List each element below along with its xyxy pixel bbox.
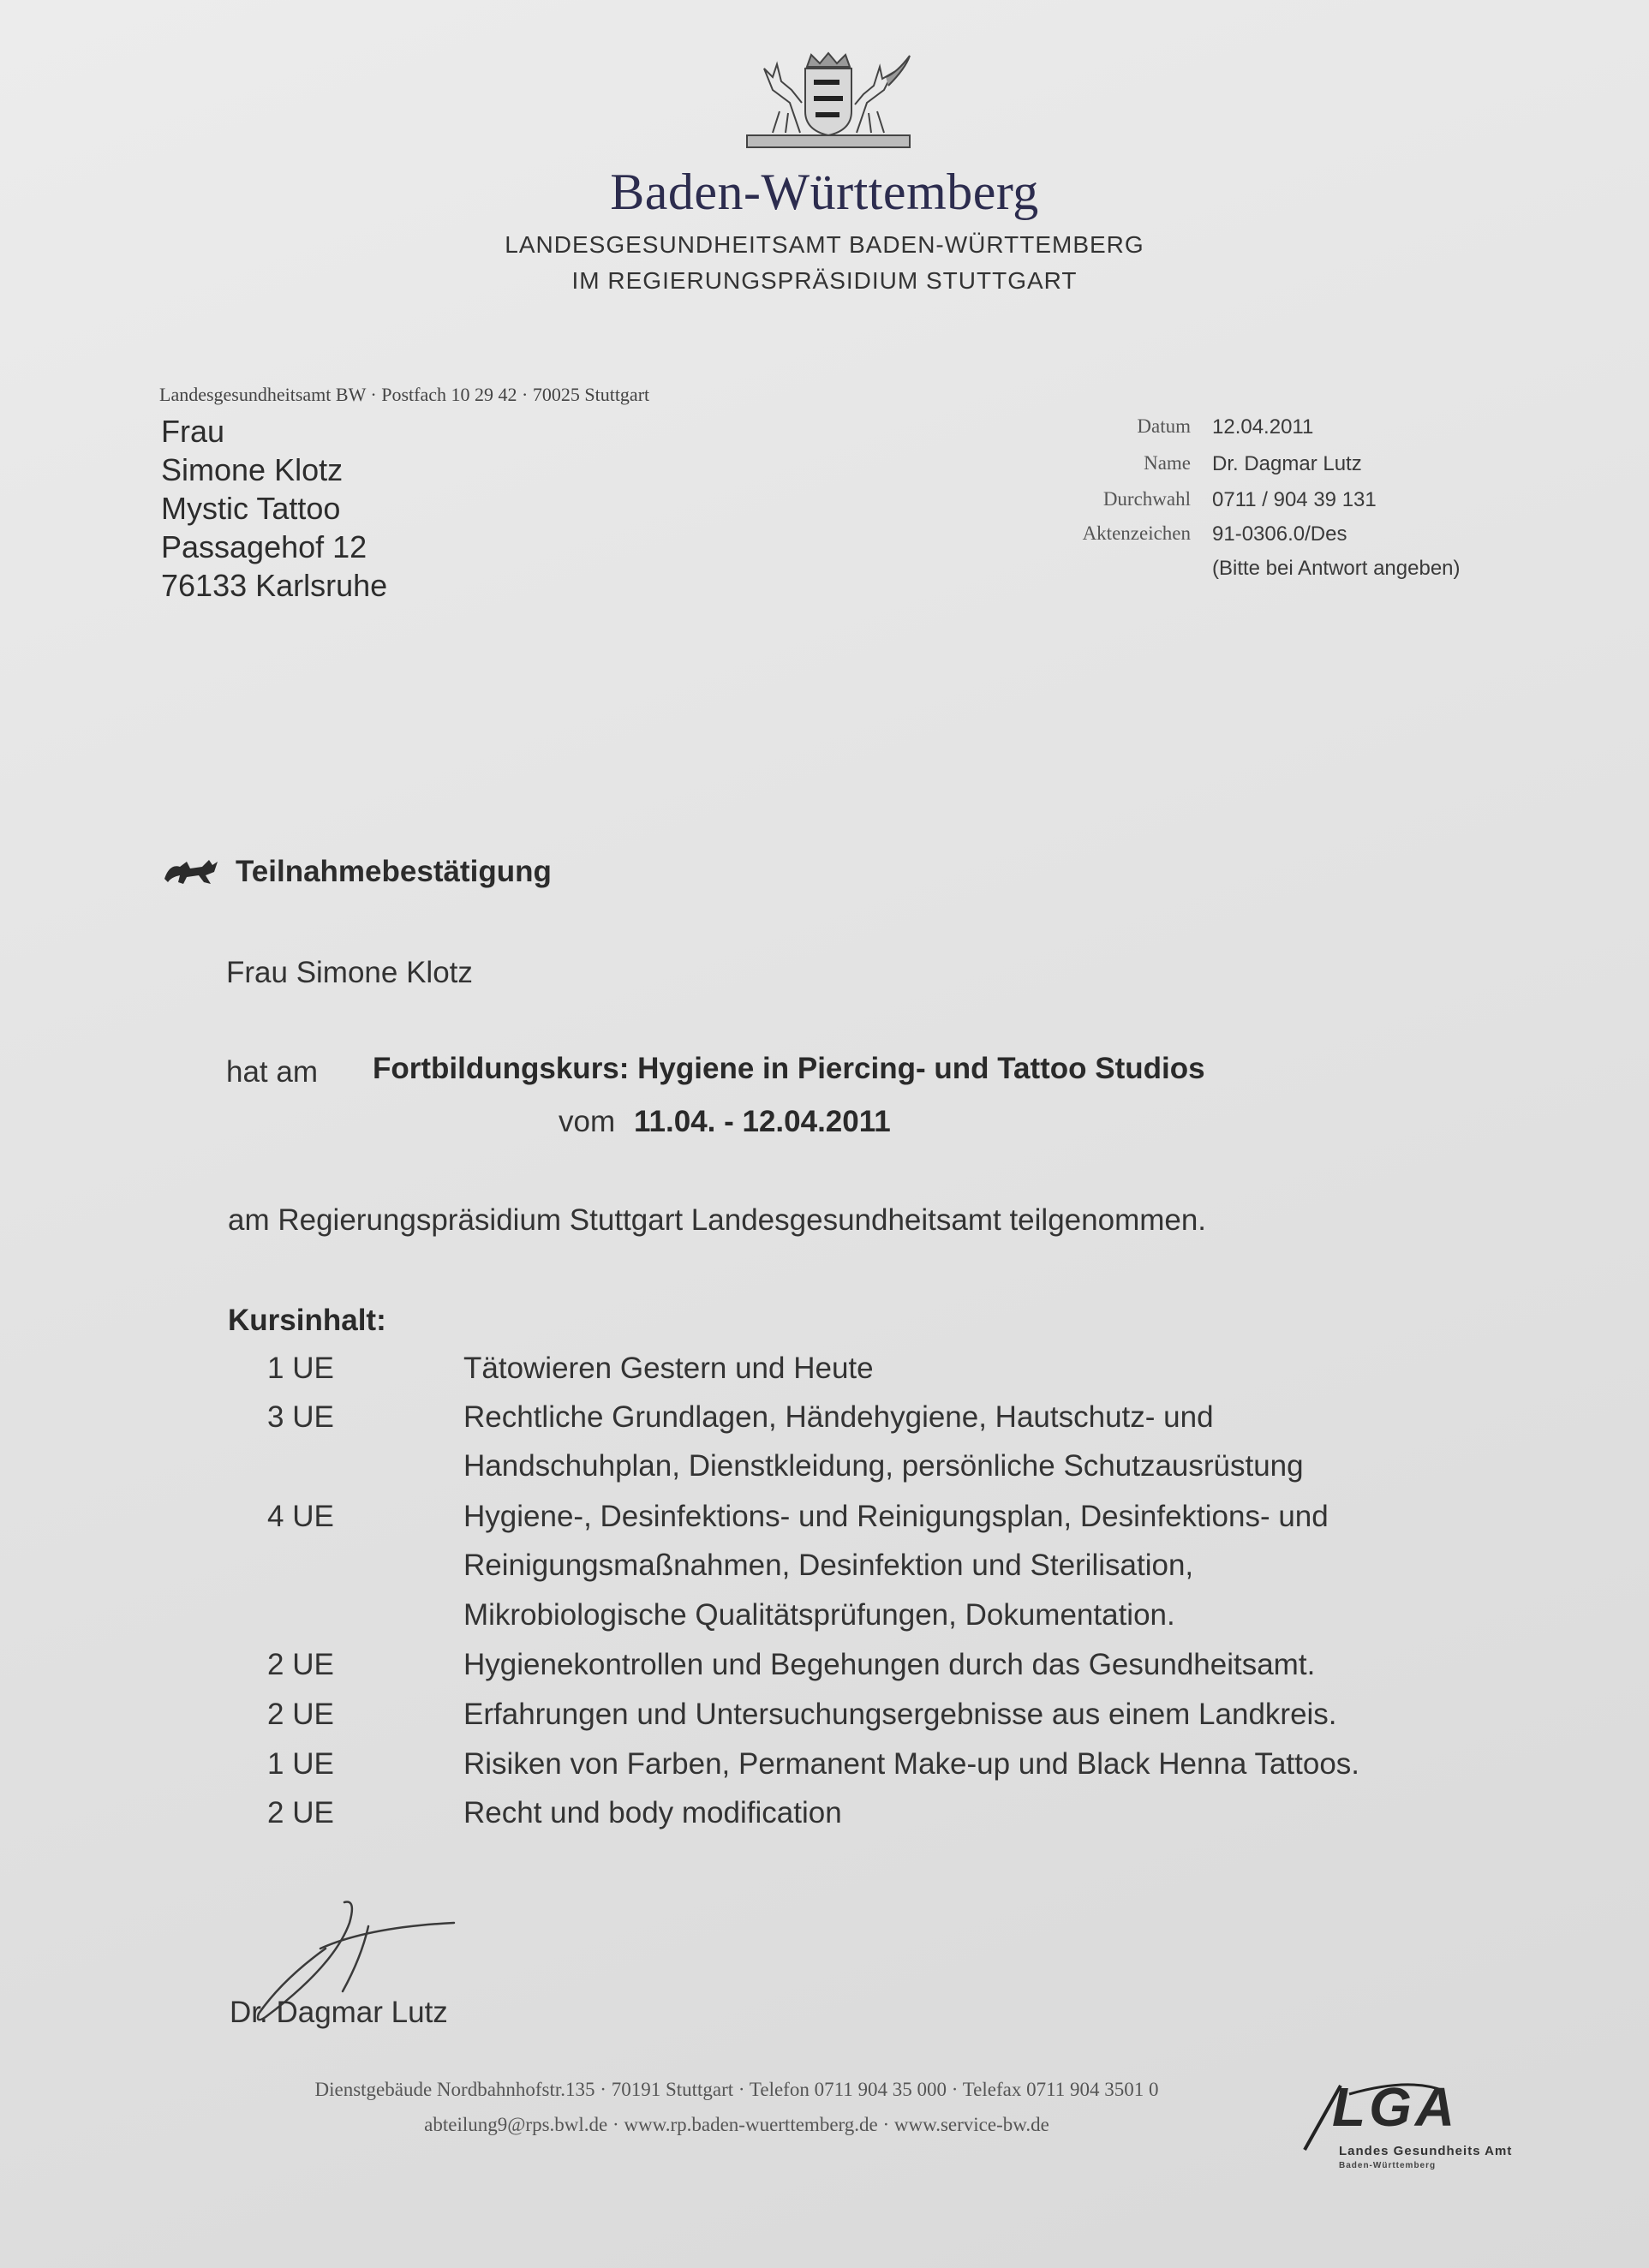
course-item-topic: Tätowieren Gestern und Heute <box>463 1352 874 1385</box>
course-item-units: 2 UE <box>267 1698 334 1731</box>
lion-icon <box>161 853 221 889</box>
course-content-heading: Kursinhalt: <box>228 1304 386 1337</box>
footer-address: Dienstgebäude Nordbahnhofstr.135 · 70191 Stuttgart · Telefon 0711 904 35 000 · Telefax 0711 904 3501 0 <box>314 2079 1159 2100</box>
name-label: Name <box>1144 452 1191 474</box>
date-value: 12.04.2011 <box>1212 415 1314 439</box>
recipient-address-line: 76133 Karlsruhe <box>161 568 388 603</box>
signer-name: Dr. Dagmar Lutz <box>230 1996 448 2029</box>
course-item-topic: Rechtliche Grundlagen, Händehygiene, Hautschutz- und <box>463 1400 1214 1434</box>
recipient-address-line: Passagehof 12 <box>161 529 367 564</box>
name-value: Dr. Dagmar Lutz <box>1212 452 1362 475</box>
lga-logo-text: LGA <box>1332 2076 1459 2138</box>
course-item-units: 2 UE <box>267 1648 334 1681</box>
date-label: Datum <box>1137 415 1191 437</box>
course-item-units: 1 UE <box>267 1747 334 1781</box>
extension-value: 0711 / 904 39 131 <box>1212 488 1377 511</box>
state-name: Baden-Württemberg <box>610 164 1039 220</box>
file-reference-label: Aktenzeichen <box>1082 522 1191 544</box>
lga-logo-icon <box>1298 2068 1512 2171</box>
course-item-topic: Erfahrungen und Untersuchungsergebnisse aus einem Landkreis. <box>463 1698 1337 1731</box>
recipient-name: Frau Simone Klotz <box>226 956 473 989</box>
extension-label: Durchwahl <box>1102 488 1191 510</box>
agency-subtitle: IM REGIERUNGSPRÄSIDIUM STUTTGART <box>571 267 1078 294</box>
footer-contact: abteilung9@rps.bwl.de · www.rp.baden-wuerttemberg.de · www.service-bw.de <box>424 2114 1049 2135</box>
course-item-topic: Recht und body modification <box>463 1796 842 1829</box>
certificate-title: Teilnahmebestätigung <box>236 855 552 888</box>
hat-am-text: hat am <box>226 1055 318 1089</box>
course-item-topic: Hygiene-, Desinfektions- und Reinigungsplan, Desinfektions- und <box>463 1500 1329 1533</box>
course-title: Fortbildungskurs: Hygiene in Piercing- und Tattoo Studios <box>373 1052 1205 1085</box>
course-item-units: 2 UE <box>267 1796 334 1829</box>
recipient-address-line: Simone Klotz <box>161 452 344 487</box>
file-reference-value: 91-0306.0/Des <box>1212 522 1347 546</box>
lga-logo-region: Baden-Württemberg <box>1339 2161 1437 2170</box>
lga-logo-subtitle: Landes Gesundheits Amt <box>1339 2144 1513 2158</box>
course-item-topic: Handschuhplan, Dienstkleidung, persönliche Schutzausrüstung <box>463 1449 1304 1483</box>
course-dates: 11.04. - 12.04.2011 <box>634 1105 891 1138</box>
course-item-units: 3 UE <box>267 1400 334 1434</box>
course-item-topic: Hygienekontrollen und Begehungen durch das Gesundheitsamt. <box>463 1648 1316 1681</box>
agency-name: LANDESGESUNDHEITSAMT BADEN-WÜRTTEMBERG <box>505 231 1144 258</box>
coat-of-arms-icon <box>738 51 918 154</box>
course-item-units: 1 UE <box>267 1352 334 1385</box>
vom-text: vom <box>559 1105 616 1138</box>
course-item-topic: Risiken von Farben, Permanent Make-up und Black Henna Tattoos. <box>463 1747 1360 1781</box>
participation-statement: am Regierungspräsidium Stuttgart Landesgesundheitsamt teilgenommen. <box>228 1203 1207 1237</box>
sender-return-address: Landesgesundheitsamt BW · Postfach 10 29 42 · 70025 Stuttgart <box>159 384 650 405</box>
course-item-topic: Reinigungsmaßnahmen, Desinfektion und Sterilisation, <box>463 1549 1194 1582</box>
recipient-address-line: Frau <box>161 414 225 449</box>
course-item-units: 4 UE <box>267 1500 334 1533</box>
recipient-address-line: Mystic Tattoo <box>161 491 341 526</box>
course-item-topic: Mikrobiologische Qualitätsprüfungen, Dokumentation. <box>463 1598 1175 1632</box>
reference-note: (Bitte bei Antwort angeben) <box>1212 557 1461 580</box>
